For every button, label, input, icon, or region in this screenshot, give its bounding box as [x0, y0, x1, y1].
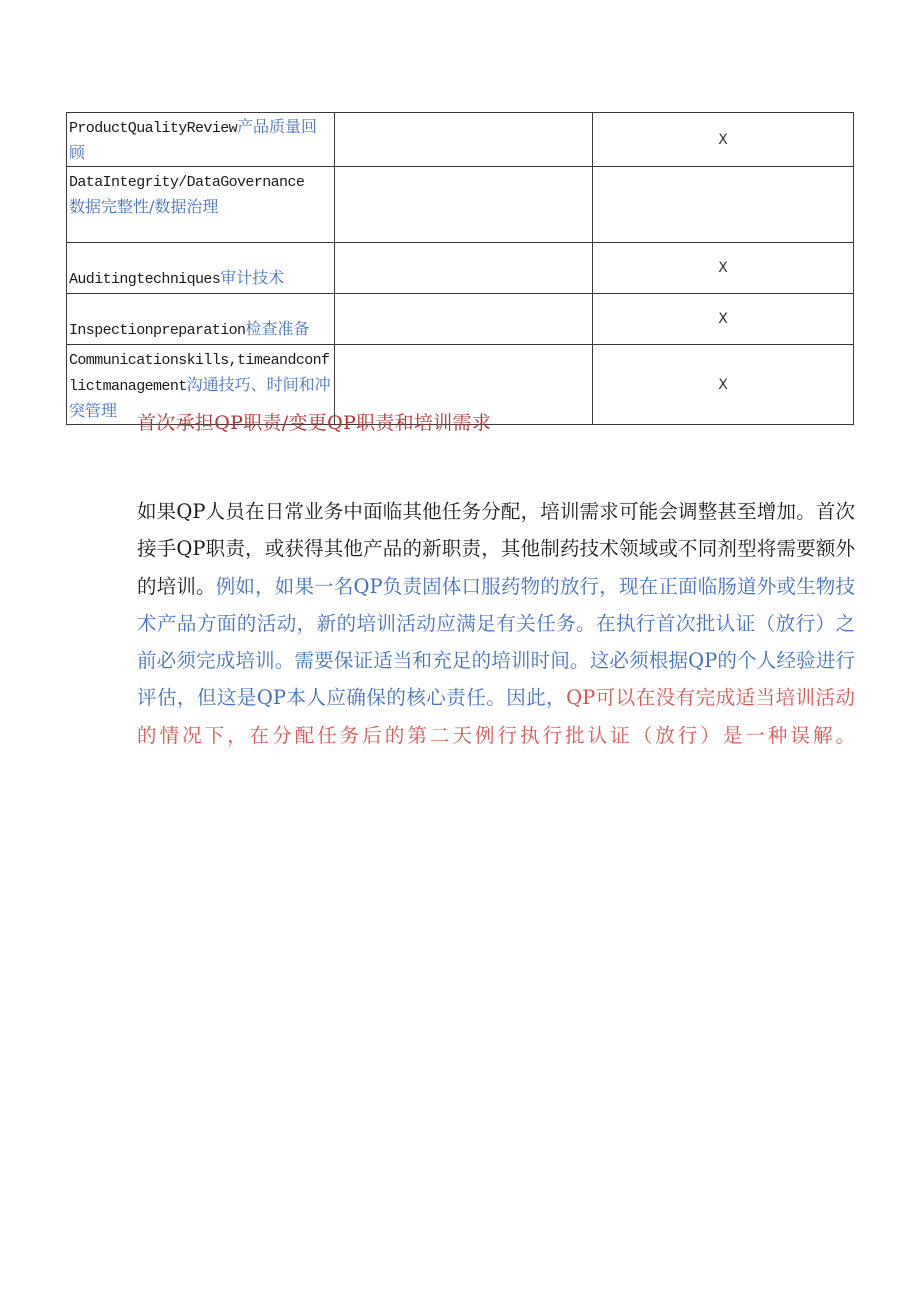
- check-mark-cell: [593, 167, 854, 243]
- paragraph-part-red: QP可以在没有完成适当培训活动的情况下，在分配任务后的第二天例行执行批认证（放行）是一种误解。: [137, 686, 856, 747]
- check-mark-cell: X: [593, 113, 854, 167]
- empty-cell: [335, 113, 593, 167]
- topic-english: Inspectionpreparation: [69, 322, 246, 339]
- topic-chinese: 产品质量回顾: [69, 117, 318, 162]
- table-row: [67, 294, 854, 345]
- topic-english: ProductQualityReview: [69, 120, 238, 137]
- topic-english: Auditingtechniques: [69, 271, 221, 288]
- check-mark-cell: X: [593, 243, 854, 294]
- table-row: [67, 243, 854, 294]
- section-heading: 首次承担QP职责/变更QP职责和培训需求: [137, 412, 492, 434]
- body-paragraph: [137, 493, 855, 754]
- topic-cell: [67, 113, 335, 167]
- topic-english: Communicationskills,timeandconflictmanagement: [69, 352, 330, 395]
- topic-chinese: 审计技术: [220, 268, 285, 287]
- topic-cell: [67, 243, 335, 294]
- topic-cell: [67, 167, 335, 243]
- topic-chinese: 沟通技巧、时间和冲突管理: [69, 375, 331, 420]
- topic-chinese: 检查准备: [245, 319, 310, 338]
- topic-english: DataIntegrity/DataGovernance: [69, 174, 305, 191]
- topic-cell: [67, 294, 335, 345]
- table-row: [67, 113, 854, 167]
- empty-cell: [335, 167, 593, 243]
- check-mark-cell: X: [593, 294, 854, 345]
- check-mark-cell: X: [593, 345, 854, 425]
- paragraph-part-black: 如果QP人员在日常业务中面临其他任务分配，培训需求可能会调整甚至增加。首次接手QP职责，或获得其他产品的新职责，其他制药技术领域或不同剂型将需要额外的培训。: [137, 500, 855, 598]
- table-row: [67, 167, 854, 243]
- training-topics-table: [66, 112, 854, 425]
- topic-chinese: 数据完整性/数据治理: [69, 197, 219, 216]
- paragraph-part-blue: 例如，如果一名QP负责固体口服药物的放行，现在正面临肠道外或生物技术产品方面的活动，新的培训活动应满足有关任务。在执行首次批认证（放行）之前必须完成培训。需要保证适当和充足的培训时间。这必须根据QP的个人经验进行评估，但这是QP本人应确保的核心责任。因此，: [137, 574, 855, 710]
- empty-cell: [335, 243, 593, 294]
- empty-cell: [335, 294, 593, 345]
